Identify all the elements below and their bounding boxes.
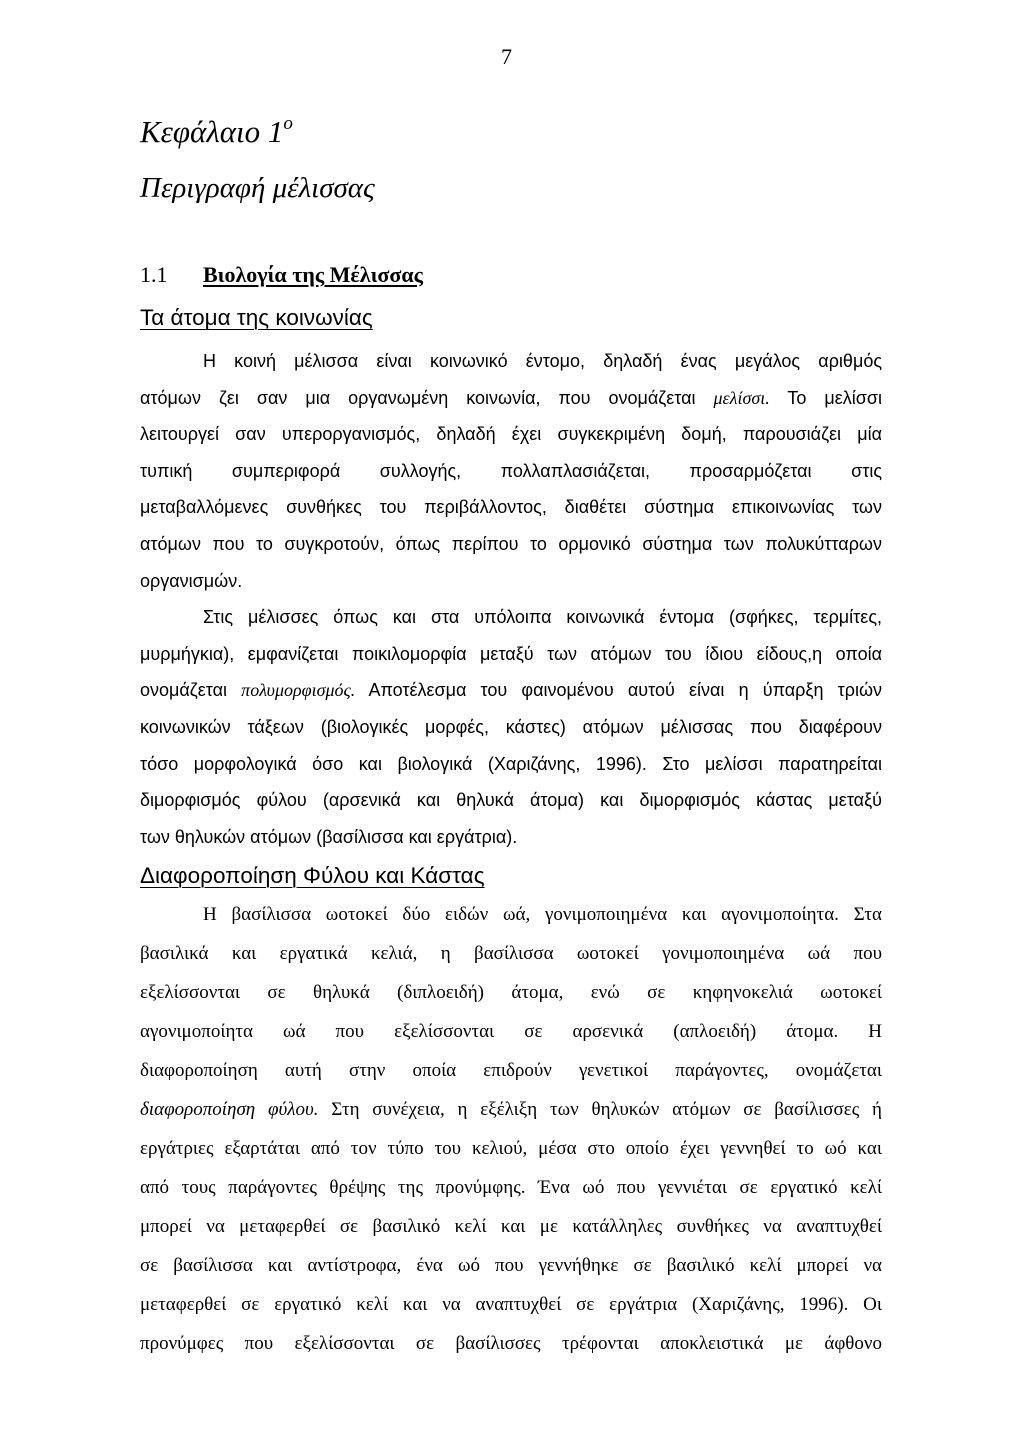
text-line [140, 1246, 882, 1285]
text-run: Η κοινή μέλισσα είναι κοινωνικό έντομο, δηλαδή ένας μεγάλος αριθμός [203, 351, 882, 371]
text-line [140, 489, 882, 526]
text-line [140, 1285, 882, 1324]
text-run: μπορεί να μεταφερθεί σε βασιλικό κελί και με κατάλληλες συνθήκες να αναπτυχθεί [140, 1216, 882, 1237]
subsection-heading: Τα άτομα της κοινωνίας [140, 305, 373, 330]
subsection-body [140, 343, 882, 855]
text-line [203, 343, 882, 380]
text-line [140, 973, 882, 1012]
text-line [140, 934, 882, 973]
text-run: Στις μέλισσες όπως και στα υπόλοιπα κοινωνικά έντομα (σφήκες, τερμίτες, [203, 607, 882, 628]
text-line [140, 416, 882, 453]
text-run: προνύμφες που εξελίσσονται σε βασίλισσες τρέφονται αποκλειστικά με άφθονο [140, 1333, 882, 1354]
text-line [140, 1051, 882, 1090]
text-run: αγονιμοποίητα ωά που εξελίσσονται σε αρσενικά (απλοειδή) άτομα. Η [140, 1021, 882, 1042]
subsection-heading: Διαφοροποίηση Φύλου και Κάστας [140, 863, 485, 888]
text-line [140, 709, 882, 746]
text-run: ατόμων που το συγκροτούν, όπως περίπου το ορμονικό σύστημα των πολυκύτταρων [140, 533, 882, 554]
text-run: τόσο μορφολογικά όσο και βιολογικά (Χαριζάνης, 1996). Στο μελίσσι παρατηρείται [140, 753, 882, 774]
text-run: Το μελίσσι [769, 387, 882, 408]
emphasized-text: πολυμορφισμός. [241, 680, 356, 701]
subsection-body [140, 895, 882, 1363]
text-line [140, 1168, 882, 1207]
text-line [140, 746, 882, 783]
text-run: Στη συνέχεια, η εξέλιξη των θηλυκών ατόμων σε βασίλισσες ή [318, 1099, 882, 1120]
text-run: μεταφερθεί σε εργατικό κελί και να αναπτυχθεί σε εργάτρια (Χαριζάνης, 1996). Οι [140, 1294, 882, 1315]
paragraph [140, 895, 882, 1363]
section-title: Βιολογία της Μέλισσας [203, 262, 423, 287]
emphasized-text: μελίσσι. [713, 387, 770, 408]
emphasized-text: διαφοροποίηση φύλου. [140, 1099, 319, 1120]
text-line [140, 782, 882, 819]
text-line [140, 819, 882, 856]
text-run: τυπική συμπεριφορά συλλογής, πολλαπλασιάζεται, προσαρμόζεται στις [140, 460, 882, 481]
text-run: μεταβαλλόμενες συνθήκες του περιβάλλοντος, διαθέτει σύστημα επικοινωνίας των [140, 497, 882, 518]
text-line [203, 599, 882, 636]
chapter-number: 1 [267, 114, 284, 149]
text-line [140, 672, 882, 709]
text-run: εργάτριες εξαρτάται από τον τύπο του κελιού, μέσα στο οποίο έχει γεννηθεί το ωό και [140, 1138, 882, 1159]
chapter-title: Περιγραφή μέλισσας [140, 172, 375, 204]
text-run: βασιλικά και εργατικά κελιά, η βασίλισσα ωοτοκεί γονιμοποιημένα ωά που [140, 943, 882, 964]
text-run: οργανισμών. [140, 570, 243, 591]
chapter-number-suffix: ο [283, 113, 293, 134]
text-line [140, 1324, 882, 1363]
text-run: ονομάζεται [140, 680, 242, 701]
text-run: κοινωνικών τάξεων (βιολογικές μορφές, κάστες) ατόμων μέλισσας που διαφέρουν [140, 716, 882, 737]
text-line [140, 1207, 882, 1246]
text-line [140, 1090, 882, 1129]
text-line [140, 380, 882, 417]
text-run: από τους παράγοντες θρέψης της προνύμφης. Ένα ωό που γεννιέται σε εργατικό κελί [140, 1177, 882, 1198]
chapter-heading [140, 111, 293, 153]
text-line [203, 895, 882, 934]
paragraph [140, 599, 882, 855]
text-run: σε βασίλισσα και αντίστροφα, ένα ωό που γεννήθηκε σε βασιλικό κελί μπορεί να [140, 1255, 882, 1276]
section-number: 1.1 [140, 262, 168, 287]
text-run: Η βασίλισσα ωοτοκεί δύο ειδών ωά, γονιμοποιημένα και αγονιμοποίητα. Στα [203, 904, 882, 925]
text-run: των θηλυκών ατόμων (βασίλισσα και εργάτρια). [140, 826, 518, 847]
text-run: μυρμήγκια), εμφανίζεται ποικιλομορφία μεταξύ των ατόμων του ίδιου είδους,η οποία [140, 643, 882, 664]
text-run: εξελίσσονται σε θηλυκά (διπλοειδή) άτομα, ενώ σε κηφηνοκελιά ωοτοκεί [140, 982, 882, 1003]
text-run: Αποτέλεσμα του φαινομένου αυτού είναι η ύπαρξη τριών [355, 680, 882, 701]
text-run: διμορφισμός φύλου (αρσενικά και θηλυκά άτομα) και διμορφισμός κάστας μεταξύ [140, 790, 882, 811]
text-line [140, 636, 882, 673]
section-heading [140, 260, 423, 290]
text-line [140, 1012, 882, 1051]
text-line [140, 563, 882, 600]
text-run: λειτουργεί σαν υπεροργανισμός, δηλαδή έχει συγκεκριμένη δομή, παρουσιάζει μία [140, 424, 882, 445]
text-run: διαφοροποίηση αυτή στην οποία επιδρούν γενετικοί παράγοντες, ονομάζεται [140, 1060, 882, 1081]
chapter-label: Κεφάλαιο [140, 114, 261, 149]
text-line [140, 526, 882, 563]
paragraph [140, 343, 882, 599]
text-run: ατόμων ζει σαν μια οργανωμένη κοινωνία, που ονομάζεται [140, 387, 714, 408]
page-number: 7 [501, 44, 512, 69]
text-line [140, 1129, 882, 1168]
text-line [140, 453, 882, 490]
